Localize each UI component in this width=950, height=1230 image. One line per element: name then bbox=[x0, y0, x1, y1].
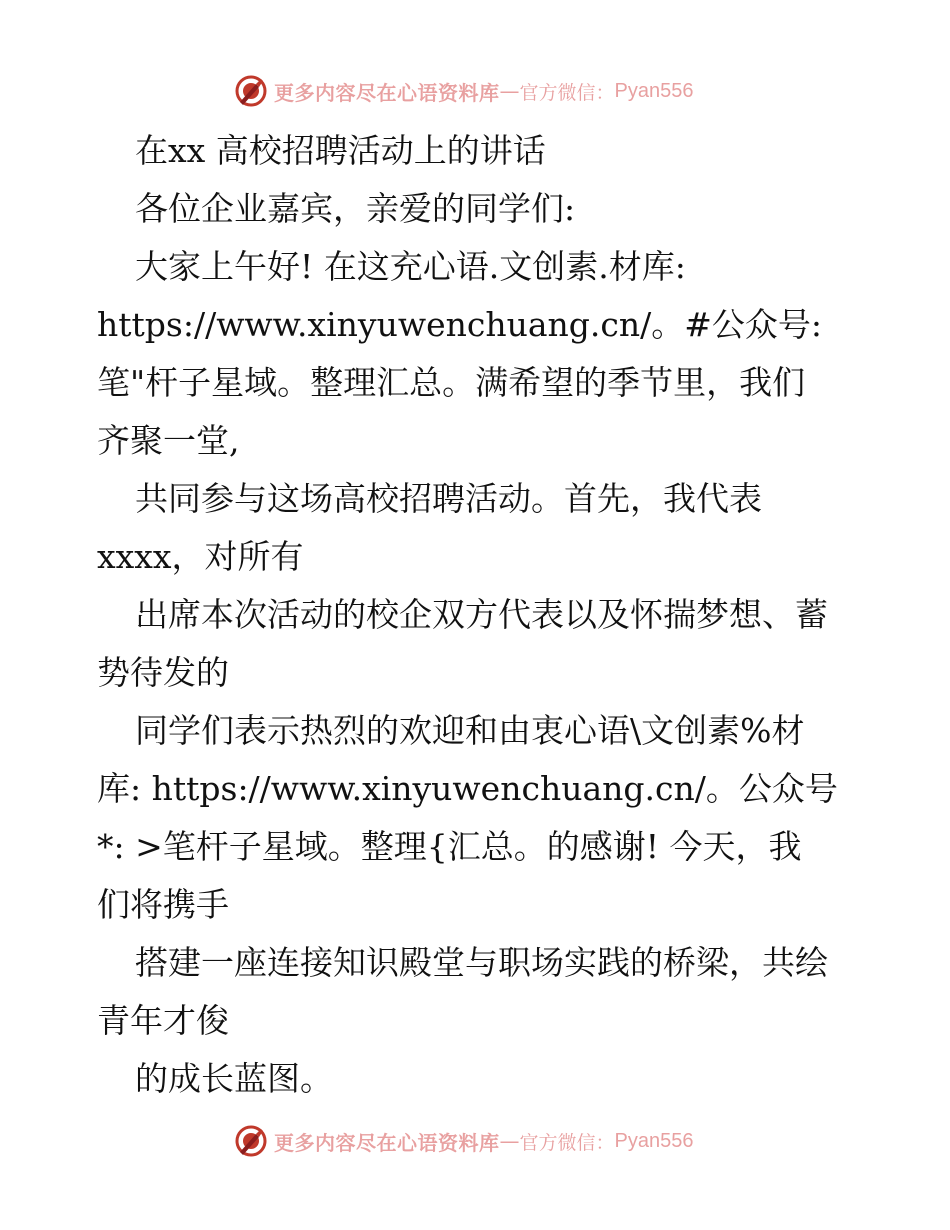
header-dash: — bbox=[499, 79, 520, 103]
footer-dash: — bbox=[499, 1129, 520, 1153]
header-wechat-label: 官方微信： bbox=[519, 81, 615, 104]
doc-line: 势待发的 bbox=[97, 653, 229, 692]
doc-line: 笔"杆子星域。整理汇总。满希望的季节里，我们 bbox=[97, 363, 806, 402]
footer-account: Pyan556 bbox=[614, 1129, 694, 1152]
doc-line: 搭建一座连接知识殿堂与职场实践的桥梁，共绘 bbox=[135, 943, 828, 982]
footer-brand-text: 更多内容尽在心语资料库 bbox=[274, 1130, 500, 1155]
doc-line: *: >笔杆子星域。整理{汇总。的感谢! 今天，我 bbox=[97, 827, 802, 866]
doc-line: 大家上午好! 在这充心语.文创素.材库: bbox=[135, 247, 686, 286]
doc-line: 各位企业嘉宾，亲爱的同学们: bbox=[135, 189, 576, 228]
doc-line: 青年才俊 bbox=[97, 1001, 229, 1040]
doc-line: 的成长蓝图。 bbox=[135, 1059, 333, 1098]
doc-line: 们将携手 bbox=[97, 885, 229, 924]
doc-line: 库: https://www.xinyuwenchuang.cn/。公众号 bbox=[97, 769, 838, 808]
footer-wechat-label: 官方微信： bbox=[519, 1131, 615, 1154]
header-brand-text: 更多内容尽在心语资料库 bbox=[274, 80, 500, 105]
header-watermark bbox=[234, 72, 754, 110]
doc-line: xxxx，对所有 bbox=[97, 537, 304, 576]
header-account: Pyan556 bbox=[614, 79, 694, 102]
doc-line: 共同参与这场高校招聘活动。首先，我代表 bbox=[135, 479, 762, 518]
pen-seal-logo-icon bbox=[234, 1124, 268, 1158]
pen-seal-logo-icon bbox=[234, 74, 268, 108]
doc-line: 出席本次活动的校企双方代表以及怀揣梦想、蓄 bbox=[135, 595, 828, 634]
footer-watermark bbox=[234, 1122, 754, 1160]
doc-title: 在xx 高校招聘活动上的讲话 bbox=[135, 131, 546, 170]
doc-line: https://www.xinyuwenchuang.cn/。#公众号: bbox=[97, 305, 823, 344]
doc-line: 齐聚一堂, bbox=[97, 421, 240, 460]
doc-line: 同学们表示热烈的欢迎和由衷心语\文创素%材 bbox=[135, 711, 805, 750]
